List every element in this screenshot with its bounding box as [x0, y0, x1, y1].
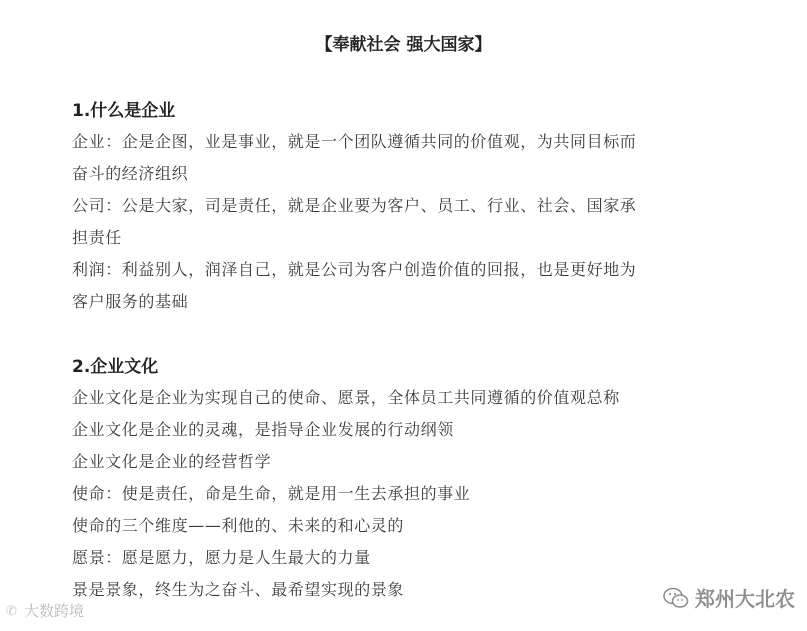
- section-2-line: 使命：使是责任，命是生命，就是用一生去承担的事业: [72, 484, 471, 503]
- section-2-heading: 2.企业文化: [72, 357, 159, 377]
- section-2-line: 使命的三个维度——利他的、未来的和心灵的: [72, 516, 405, 535]
- wechat-icon: [663, 587, 689, 609]
- section-1-line: 公司：公是大家，司是责任，就是企业要为客户、员工、行业、社会、国家承: [72, 196, 637, 215]
- section-2-line: 企业文化是企业为实现自己的使命、愿景，全体员工共同遵循的价值观总称: [72, 388, 620, 407]
- watermark-right: [663, 583, 795, 612]
- watermark-logo-icon: ✆: [6, 603, 17, 619]
- section-1-line: 客户服务的基础: [72, 292, 189, 311]
- section-1-line: 奋斗的经济组织: [72, 164, 189, 183]
- section-1-line: 担责任: [72, 228, 122, 247]
- section-2-line: 企业文化是企业的经营哲学: [72, 452, 272, 471]
- watermark-left: [6, 600, 84, 621]
- section-2-line: 企业文化是企业的灵魂，是指导企业发展的行动纲领: [72, 420, 454, 439]
- document-title: 【奉献社会 强大国家】: [315, 35, 492, 55]
- section-2-line: 愿景：愿是愿力，愿力是人生最大的力量: [72, 548, 371, 567]
- section-2-line: 景是景象，终生为之奋斗、最希望实现的景象: [72, 580, 405, 599]
- section-1-line: 企业：企是企图，业是事业，就是一个团队遵循共同的价值观，为共同目标而: [72, 132, 637, 151]
- section-1-heading: 1.什么是企业: [72, 101, 176, 121]
- section-1-line: 利润：利益别人，润泽自己，就是公司为客户创造价值的回报，也是更好地为: [72, 260, 637, 279]
- watermark-right-text: 郑州大北农: [695, 587, 795, 611]
- watermark-left-text: 大数跨境: [24, 602, 85, 620]
